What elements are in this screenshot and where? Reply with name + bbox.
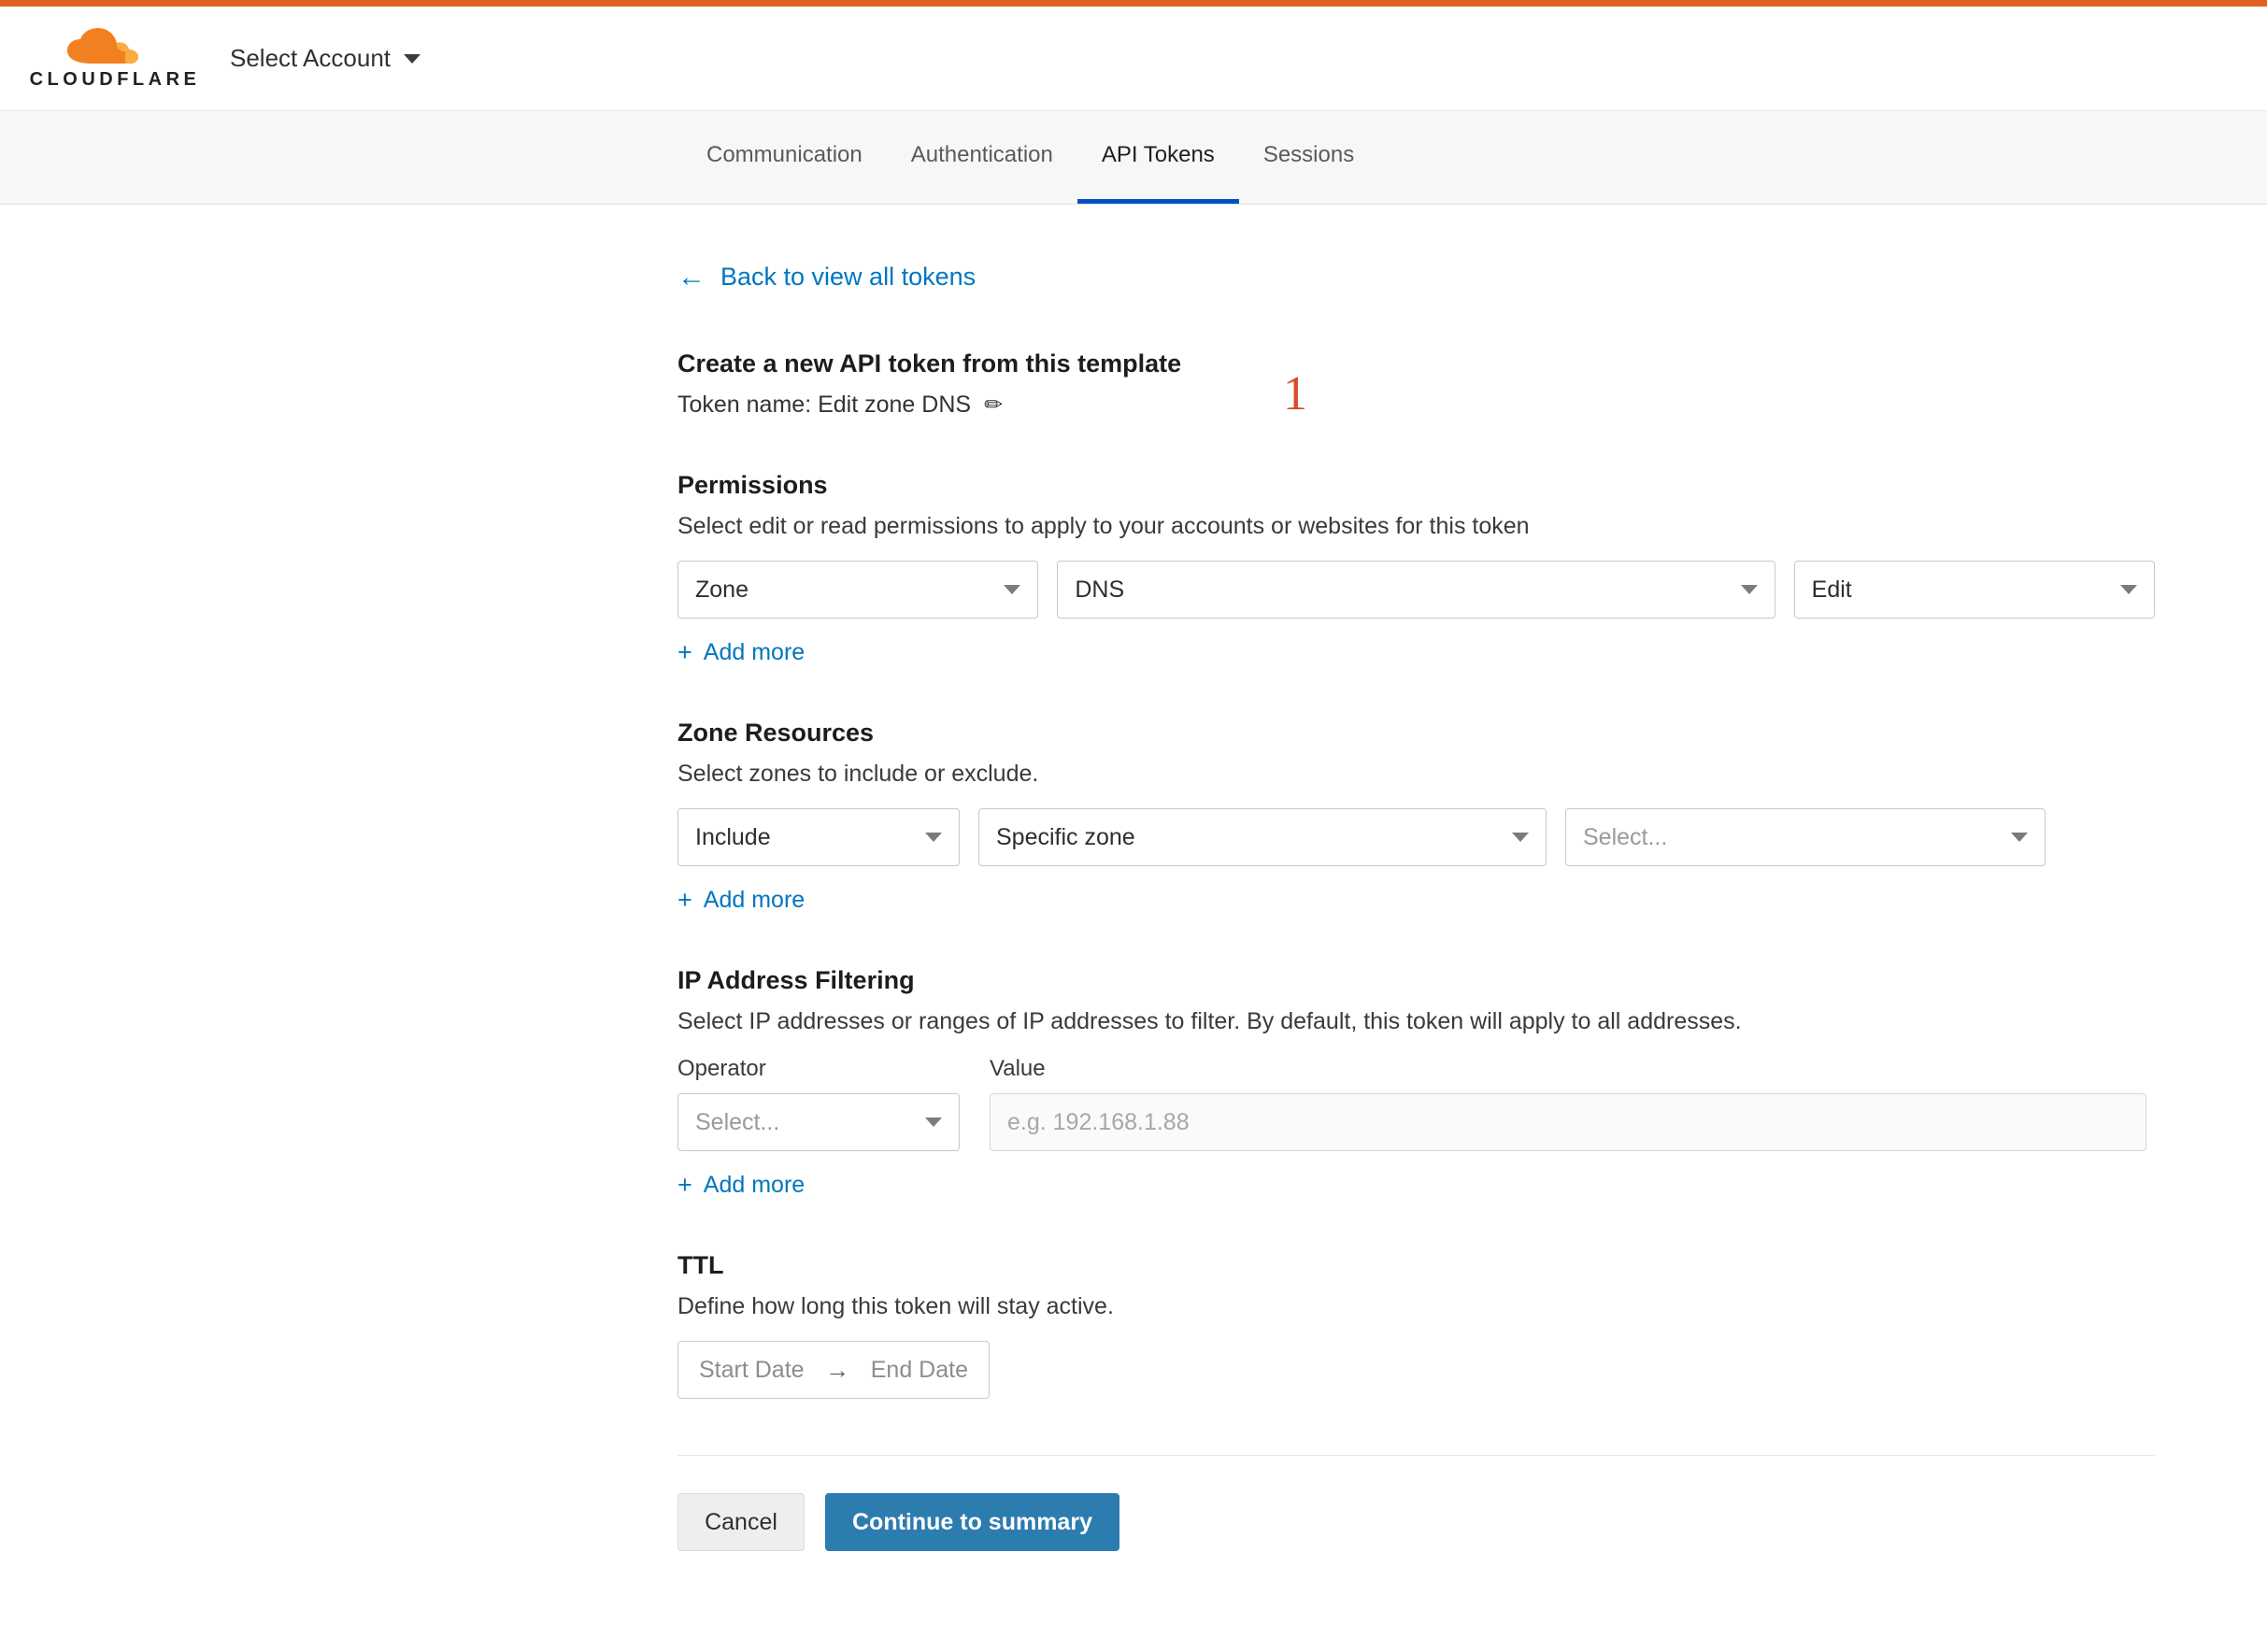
cancel-button-label: Cancel bbox=[705, 1508, 777, 1535]
permissions-description: Select edit or read permissions to apply to your accounts or websites for this token bbox=[677, 513, 1530, 539]
app-header bbox=[0, 7, 2267, 111]
pencil-edit-icon[interactable]: ✏ bbox=[984, 392, 1004, 418]
chevron-down-icon bbox=[925, 833, 942, 842]
zone-resources-title: Zone Resources bbox=[677, 719, 875, 747]
chevron-down-icon bbox=[1741, 585, 1758, 594]
cloudflare-logo[interactable] bbox=[26, 26, 204, 91]
tab-label: Communication bbox=[706, 142, 863, 167]
arrow-right-icon: → bbox=[825, 1355, 850, 1384]
plus-icon: + bbox=[677, 1171, 692, 1199]
back-to-all-tokens-link[interactable] bbox=[677, 263, 2155, 292]
permissions-add-more-label: Add more bbox=[703, 639, 806, 665]
token-name-label: Token name: Edit zone DNS bbox=[677, 392, 972, 418]
template-section bbox=[677, 349, 2155, 419]
ip-filtering-add-more-button[interactable] bbox=[677, 1172, 2155, 1199]
tab-communication[interactable] bbox=[682, 111, 887, 204]
permission-resource-select[interactable] bbox=[1057, 561, 1775, 619]
tab-bar bbox=[0, 111, 2267, 205]
ip-filtering-title: IP Address Filtering bbox=[677, 966, 915, 994]
permissions-add-more-button[interactable] bbox=[677, 639, 2155, 666]
ip-filtering-row bbox=[677, 1056, 2155, 1151]
ttl-title: TTL bbox=[677, 1251, 724, 1279]
zone-type-value: Specific zone bbox=[996, 823, 1135, 850]
permission-access-select[interactable] bbox=[1794, 561, 2155, 619]
step-number-1: 1 bbox=[1283, 367, 1307, 420]
main-content bbox=[0, 205, 2267, 1551]
tab-sessions[interactable] bbox=[1239, 111, 1378, 204]
continue-button-label: Continue to summary bbox=[852, 1508, 1092, 1535]
tab-authentication[interactable] bbox=[887, 111, 1077, 204]
ip-operator-select[interactable] bbox=[677, 1093, 960, 1151]
ip-operator-value: Select... bbox=[695, 1108, 780, 1135]
ttl-section bbox=[677, 1251, 2155, 1399]
ip-value-placeholder: e.g. 192.168.1.88 bbox=[1007, 1108, 1190, 1135]
permission-access-value: Edit bbox=[1811, 576, 1852, 603]
zone-type-select[interactable] bbox=[978, 808, 1547, 866]
ip-operator-label: Operator bbox=[677, 1056, 766, 1081]
ttl-end-date[interactable]: End Date bbox=[870, 1356, 968, 1383]
tab-label: Sessions bbox=[1262, 142, 1355, 167]
ip-filtering-add-more-label: Add more bbox=[703, 1172, 806, 1198]
permission-resource-value: DNS bbox=[1075, 576, 1125, 603]
zone-include-select[interactable] bbox=[677, 808, 960, 866]
top-accent-bar bbox=[0, 0, 2267, 7]
token-name-row bbox=[677, 392, 2155, 419]
account-selector[interactable] bbox=[230, 44, 421, 73]
chevron-down-icon bbox=[1512, 833, 1529, 842]
tab-label: Authentication bbox=[910, 142, 1053, 167]
zone-name-value: Select... bbox=[1583, 823, 1668, 850]
cloudflare-wordmark: CLOUDFLARE bbox=[29, 69, 201, 90]
tab-api-tokens[interactable] bbox=[1077, 111, 1239, 204]
back-link-label: Back to view all tokens bbox=[720, 263, 977, 291]
tab-label: API Tokens bbox=[1101, 142, 1215, 167]
chevron-down-icon bbox=[925, 1118, 942, 1127]
zone-include-value: Include bbox=[695, 823, 771, 850]
permissions-section bbox=[677, 471, 2155, 666]
permission-scope-select[interactable] bbox=[677, 561, 1038, 619]
plus-icon: + bbox=[677, 886, 692, 914]
zone-resources-section bbox=[677, 719, 2155, 914]
zone-resources-add-more-button[interactable] bbox=[677, 887, 2155, 914]
footer-divider bbox=[677, 1455, 2155, 1456]
cloudflare-cloud-icon bbox=[64, 26, 166, 67]
chevron-down-icon bbox=[404, 54, 421, 64]
ip-filtering-description: Select IP addresses or ranges of IP addresses to filter. By default, this token will apply to all addresses. bbox=[677, 1008, 1742, 1034]
ttl-start-date[interactable]: Start Date bbox=[699, 1356, 805, 1383]
chevron-down-icon bbox=[2120, 585, 2137, 594]
permissions-title: Permissions bbox=[677, 471, 828, 499]
arrow-left-icon: ← bbox=[677, 261, 706, 292]
zone-resources-add-more-label: Add more bbox=[703, 887, 806, 913]
permission-scope-value: Zone bbox=[695, 576, 749, 603]
zone-resources-row bbox=[677, 808, 2155, 866]
ttl-description: Define how long this token will stay active. bbox=[677, 1293, 1114, 1319]
chevron-down-icon bbox=[2011, 833, 2028, 842]
cancel-button[interactable] bbox=[677, 1493, 805, 1551]
zone-resources-description: Select zones to include or exclude. bbox=[677, 761, 1039, 787]
plus-icon: + bbox=[677, 638, 692, 666]
chevron-down-icon bbox=[1004, 585, 1020, 594]
ip-filtering-section bbox=[677, 966, 2155, 1199]
account-selector-label: Select Account bbox=[230, 44, 391, 72]
continue-to-summary-button[interactable] bbox=[825, 1493, 1119, 1551]
zone-name-select[interactable] bbox=[1565, 808, 2046, 866]
ttl-date-range-picker[interactable] bbox=[677, 1341, 990, 1399]
permissions-row bbox=[677, 561, 2155, 619]
template-title: Create a new API token from this template bbox=[677, 349, 1182, 377]
footer-actions bbox=[677, 1493, 2155, 1551]
ip-value-input[interactable] bbox=[990, 1093, 2146, 1151]
ip-value-label: Value bbox=[990, 1056, 1046, 1081]
